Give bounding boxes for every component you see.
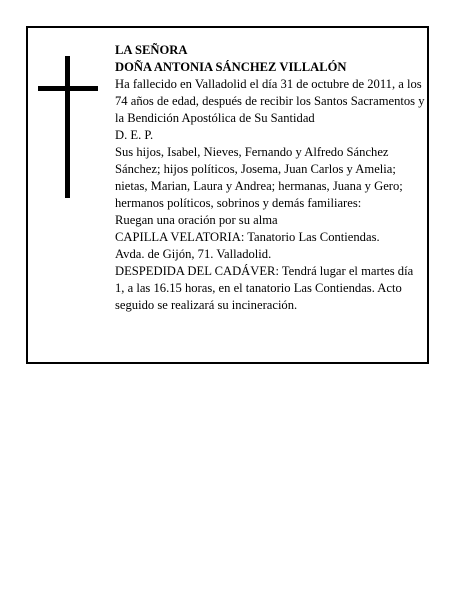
deceased-name: DOÑA ANTONIA SÁNCHEZ VILLALÓN [115,60,347,74]
chapel-line: CAPILLA VELATORIA: Tanatorio Las Contiendas. [115,230,380,244]
cross-horizontal-bar [38,86,98,91]
farewell-details: DESPEDIDA DEL CADÁVER: Tendrá lugar el martes día 1, a las 16.15 horas, en el tanatorio Las Contiendas. Acto seguido se realizará su incineración. [115,264,414,312]
death-announcement: Ha fallecido en Valladolid el día 31 de octubre de 2011, a los 74 años de edad, después de recibir los Santos Sacramentos y la Bendición Apostólica de Su Santidad [115,77,425,125]
cross-vertical-bar [65,56,70,198]
family-list: Sus hijos, Isabel, Nieves, Fernando y Alfredo Sánchez Sánchez; hijos políticos, Josema, Juan Carlos y Amelia; nietas, Marian, Laura y Andrea; hermanas, Juana y Gero; hermanos políticos, sobrinos y demás familiares: [115,145,403,210]
cross-icon [38,56,98,198]
honorific: LA SEÑORA [115,43,188,57]
obituary-notice [26,26,429,364]
notice-text [115,42,425,314]
prayer-request: Ruegan una oración por su alma [115,213,278,227]
rip-abbreviation: D. E. P. [115,128,154,142]
chapel-address: Avda. de Gijón, 71. Valladolid. [115,247,272,261]
